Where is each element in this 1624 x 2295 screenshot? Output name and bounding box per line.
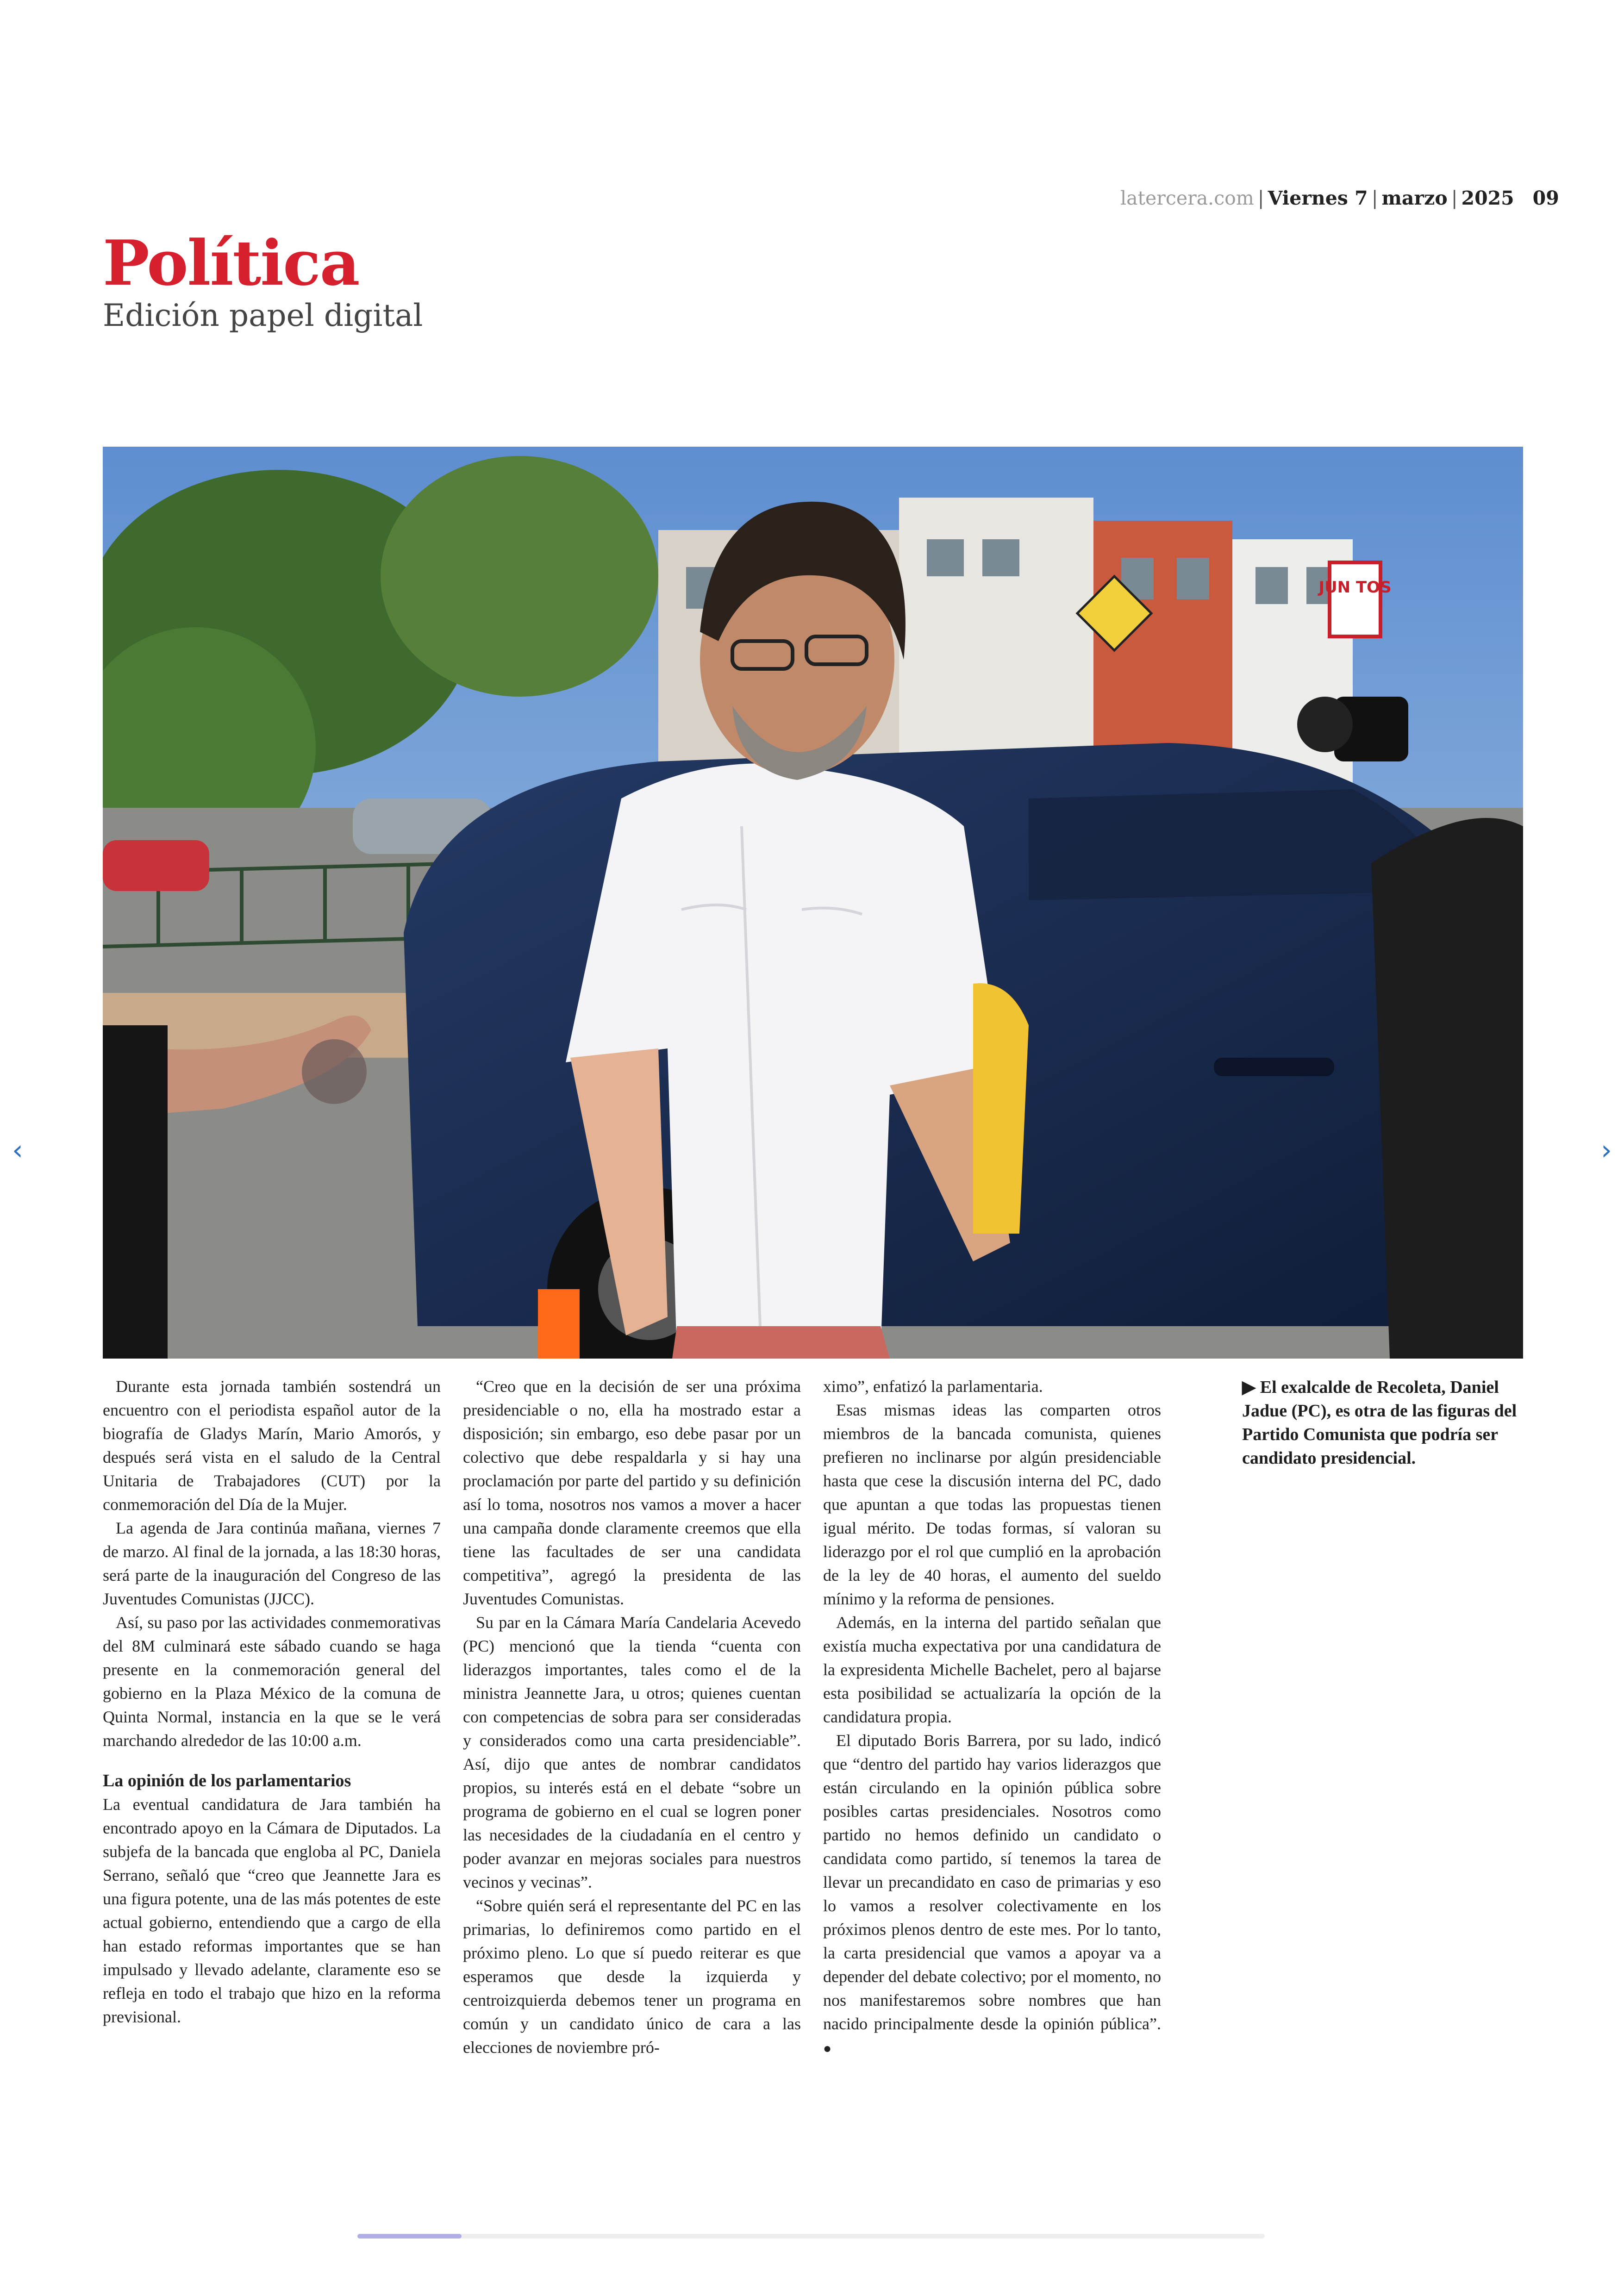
paragraph: Durante esta jornada también sostendrá un encuentro con el periodista español autor de la biografía de Gladys Marín, Mario Amorós, y después será vista en el saludo de la Central Unitaria de Trabajadores (CUT) por la conmemoración del Día de la Mujer. <box>103 1377 441 1514</box>
paragraph <box>823 1729 1161 2060</box>
paragraph: La eventual candidatura de Jara también ha encontrado apoyo en la Cámara de Diputados. La subjefa de la bancada que engloba al PC, Daniela Serrano, señaló que “creo que Jeannette Jara es una figura potente, una de las más potentes de este actual gobierno, entendiendo que a cargo de ella han estado reformas importantes que se han impulsado y llevado adelante, claramente eso se refleja en todo el trabajo que hizo en la reforma previsional. <box>103 1795 441 2026</box>
paragraph: La agenda de Jara continúa mañana, viernes 7 de marzo. Al final de la jornada, a las 18:30 horas, será parte de la inauguración del Congreso de las Juventudes Comunistas (JJCC). <box>103 1519 441 1608</box>
paragraph-text: El diputado Boris Barrera, por su lado, indicó que “dentro del partido hay varios liderazgos que están circulando en la opinión pública sobre posibles cartas presidenciales. Nosotros como partido no hemos definido un candidato o candidata como partido, sí tenemos la tarea de llevar un precandidato en caso de primarias y eso lo vamos a resolver colectivamente en los próximos plenos dentro de este mes. Por lo tanto, la carta presidencial que vamos a apoyar va a depender del debate colectivo; por el momento, no nos manifestaremos sobre nombres que han nacido principalmente desde la opinión pública”. <box>823 1731 1161 2033</box>
paragraph: Además, en la interna del partido señalan que existía mucha expectativa por una candidatura de la expresidenta Michelle Bachelet, pero al bajarse esta posibilidad se actualizaría la opción de la candidatura propia. <box>823 1613 1161 1726</box>
filled-circle-icon: ● <box>823 2041 832 2056</box>
article-column-1 <box>103 1375 441 2029</box>
photo-caption <box>1242 1376 1529 1470</box>
article-column-3 <box>823 1375 1161 2060</box>
article-column-2 <box>463 1375 801 2059</box>
paragraph: “Creo que en la decisión de ser una próxima presidenciable o no, ella ha mostrado estar a disposición; sin embargo, eso debe pasar por un colectivo que debe respaldarla y si hay una proclamación por parte del partido y su definición así lo toma, nosotros nos vamos a mover a hacer una campaña donde claramente creemos que ella tiene las facultades de ser una candidata competitiva”, agregó la presidenta de las Juventudes Comunistas. <box>463 1377 801 1608</box>
paragraph: Su par en la Cámara María Candelaria Acevedo (PC) mencionó que la tienda “cuenta con liderazgos importantes, tales como el de la ministra Jeannette Jara, u otros; quienes cuentan con competencias de sobra para ser consideradas y considerados como una carta presidenciable”. Así, dijo que antes de nombrar candidatos propios, su interés está en el debate “sobre un programa de gobierno en el cual se logren poner las necesidades de la ciudadanía en el centro y poder avanzar en mejoras sociales para nuestros vecinos y vecinas”. <box>463 1613 801 1891</box>
section-title: Política <box>103 226 359 299</box>
paragraph: “Sobre quién será el representante del PC en las primarias, lo definiremos como partido en el próximo pleno. Lo que sí puedo reiterar es que esperamos que desde la izquierda y centroizquierda debemos tener un programa en común y un candidato único de cara a las elecciones de noviembre pró- <box>463 1896 801 2057</box>
triangle-right-icon: ▶ <box>1242 1378 1256 1397</box>
header-day: Viernes 7 <box>1268 187 1368 209</box>
article-subhead: La opinión de los parlamentarios <box>103 1771 351 1790</box>
paragraph: Esas mismas ideas las comparten otros miembros de la bancada comunista, quienes prefieren no inclinarse por algún presidenciable hasta que cese la discusión interna del PC, dado que apuntan a que todas las propuestas tienen igual mérito. De todas formas, sí valoran su liderazgo por el rol que cumplió en la aprobación de la ley de 40 horas, el aumento del sueldo mínimo y la reforma de pensiones. <box>823 1401 1161 1608</box>
reading-progress-bar[interactable] <box>357 2234 1265 2239</box>
paragraph: ximo”, enfatizó la parlamentaria. <box>823 1377 1043 1396</box>
page-number: 09 <box>1532 187 1559 209</box>
header-separator: | <box>1257 187 1264 209</box>
page-header <box>1120 184 1559 212</box>
photo-sign-text: JUN TOS <box>1318 578 1392 597</box>
chevron-left-icon[interactable]: ‹ <box>12 1134 23 1166</box>
caption-text: El exalcalde de Recoleta, Daniel Jadue (PC), es otra de las figuras del Partido Comunista que podría ser candidato presidencial. <box>1242 1378 1517 1468</box>
chevron-right-icon[interactable]: › <box>1601 1134 1612 1166</box>
header-month: marzo <box>1381 187 1448 209</box>
reading-progress-fill <box>357 2234 462 2239</box>
paragraph: Así, su paso por las actividades conmemorativas del 8M culminará este sábado cuando se haga presente en la conmemoración general del gobierno en la Plaza México de la comuna de Quinta Normal, instancia en la que se le verá marchando alrededor de las 10:00 a.m. <box>103 1613 441 1750</box>
site-name: latercera.com <box>1120 187 1254 209</box>
header-year: 2025 <box>1461 187 1514 209</box>
section-subtitle: Edición papel digital <box>103 298 423 333</box>
header-separator: | <box>1371 187 1378 209</box>
article-photo <box>103 447 1523 1359</box>
header-separator: | <box>1451 187 1458 209</box>
